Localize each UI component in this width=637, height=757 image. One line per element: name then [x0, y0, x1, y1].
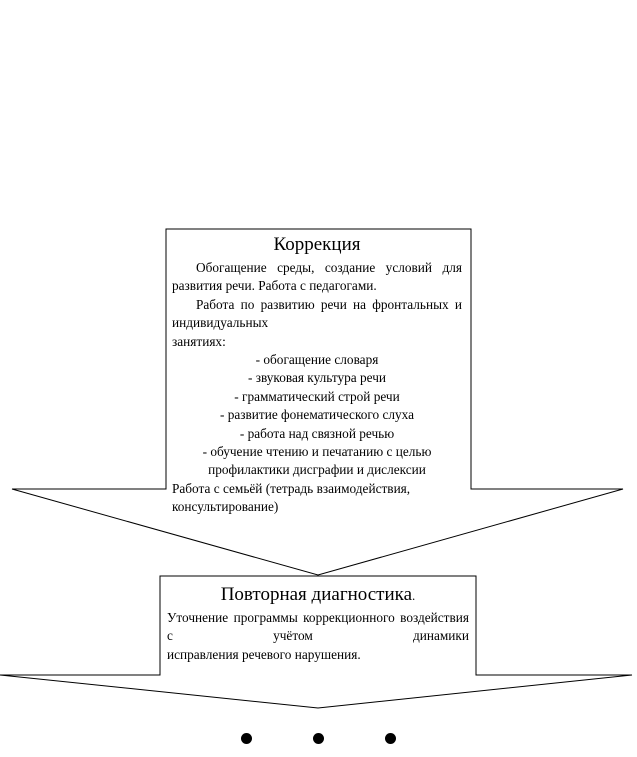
rediagnosis-block — [167, 584, 469, 664]
correction-paragraph-2: Работа по развитию речи на фронтальных и индивидуальных — [172, 296, 462, 331]
rediagnosis-title-suffix: . — [412, 588, 416, 603]
correction-block — [172, 234, 462, 517]
rediagnosis-text: Уточнение программы коррекционного воздействия с учётом динамики — [167, 610, 469, 644]
rediagnosis-title — [167, 584, 469, 607]
ellipsis-dot-2 — [313, 733, 324, 744]
correction-item-sound-culture: - звуковая культура речи — [247, 370, 387, 386]
correction-title: Коррекция — [273, 234, 361, 255]
rediagnosis-title-text: Повторная диагностика — [220, 584, 413, 605]
ellipsis-dot-1 — [241, 733, 252, 744]
correction-paragraph-2-end: занятиях: — [172, 333, 226, 349]
correction-item-vocabulary: - обогащение словаря — [255, 352, 379, 368]
correction-item-phonemic-hearing: - развитие фонематического слуха — [219, 407, 415, 423]
ellipsis-dot-3 — [385, 733, 396, 744]
rediagnosis-text-end: исправления речевого нарушения. — [167, 646, 361, 662]
correction-paragraph-1: Обогащение среды, создание условий для развития речи. Работа с педагогами. — [172, 260, 462, 294]
correction-item-coherent-speech: - работа над связной речью — [239, 425, 395, 441]
correction-item-reading-writing: - обучение чтению и печатанию с целью профилактики дисграфии и дислексии — [202, 444, 432, 478]
correction-item-grammar: - грамматический строй речи — [234, 388, 400, 404]
correction-family-work: Работа с семьёй (тетрадь взаимодействия, консультирование) — [172, 480, 411, 515]
